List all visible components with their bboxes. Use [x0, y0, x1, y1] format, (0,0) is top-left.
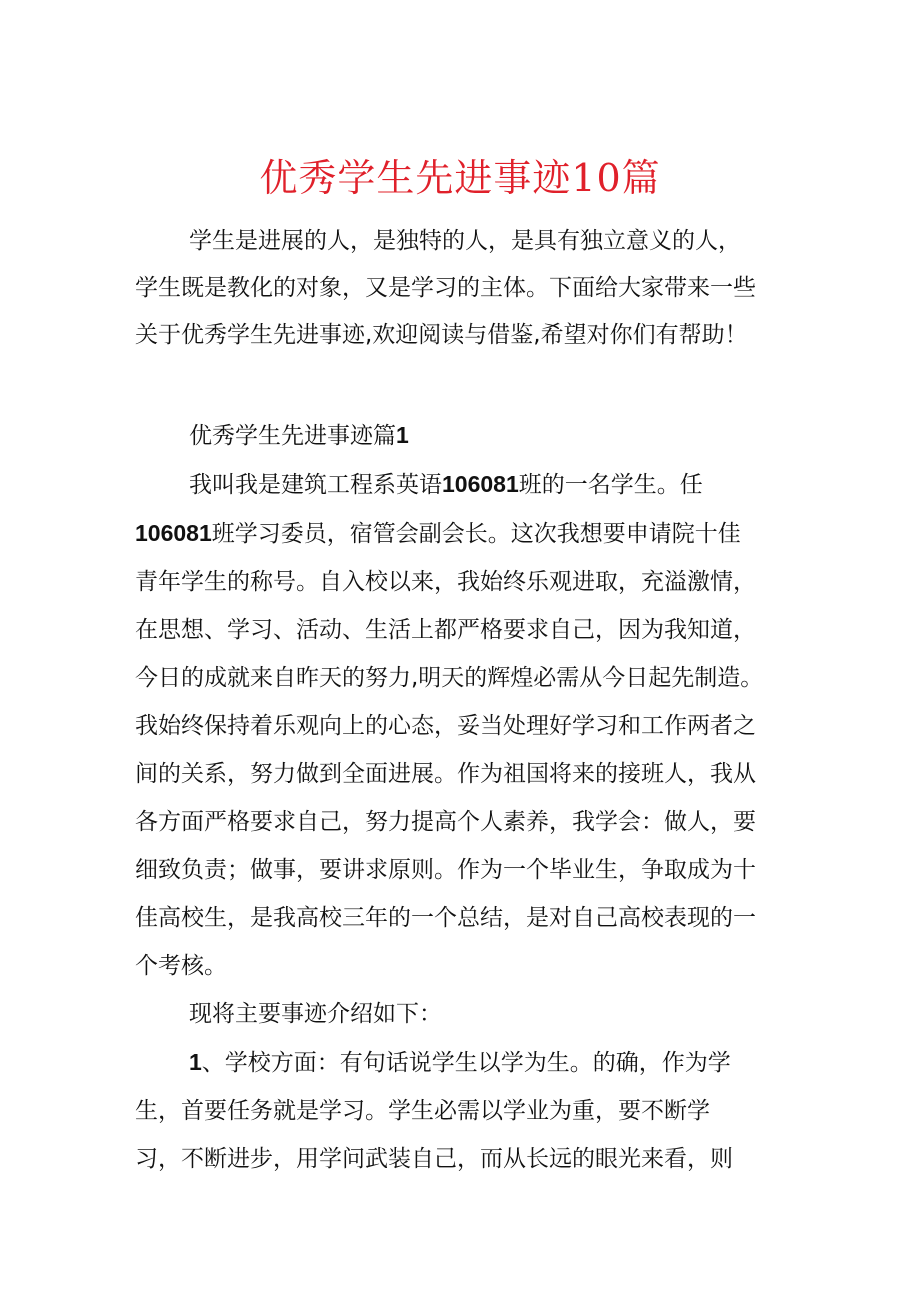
paragraph-line: 青年学生的称号。自入校以来，我始终乐观进取，充溢激情， [135, 569, 756, 595]
paragraph-line: 个考核。 [135, 953, 227, 979]
paragraph-text: 班的一名学生。任 [518, 472, 703, 498]
class-number: 106081 [442, 471, 519, 497]
paragraph-line: 各方面严格要求自己，努力提高个人素养，我学会：做人，要 [135, 809, 756, 835]
paragraph-line: 我始终保持着乐观向上的心态，妥当处理好学习和工作两者之 [135, 713, 756, 739]
paragraph-line [135, 1038, 807, 1087]
paragraph-line: 间的关系，努力做到全面进展。作为祖国将来的接班人，我从 [135, 761, 756, 787]
intro-line: 关于优秀学生先进事迹,欢迎阅读与借鉴,希望对你们有帮助！ [135, 322, 748, 348]
paragraph-line: 生，首要任务就是学习。学生必需以学业为重，要不断学 [135, 1098, 710, 1124]
section-heading [135, 411, 807, 460]
paragraph-line [135, 460, 807, 509]
section-heading-number: 1 [396, 422, 409, 448]
list-number: 1 [189, 1049, 202, 1075]
document-title: 优秀学生先进事迹10篇 [259, 156, 661, 200]
paragraph-line: 在思想、学习、活动、生活上都严格要求自己，因为我知道， [135, 617, 756, 643]
paragraph-line: 细致负责；做事，要讲求原则。作为一个毕业生，争取成为十 [135, 857, 756, 883]
paragraph-text: 我叫我是建筑工程系英语 [189, 472, 442, 498]
intro-line: 学生是进展的人，是独特的人，是具有独立意义的人， [189, 228, 741, 254]
section-1 [135, 411, 807, 1183]
paragraph-text: 、学校方面：有句话说学生以学为生。的确，作为学 [201, 1050, 731, 1076]
intro-paragraph [135, 218, 807, 359]
paragraph-text: 班学习委员，宿管会副会长。这次我想要申请院十佳 [211, 521, 741, 547]
paragraph-line: 佳高校生，是我高校三年的一个总结，是对自己高校表现的一 [135, 905, 756, 931]
section-heading-text: 优秀学生先进事迹篇 [189, 423, 396, 449]
paragraph-line: 现将主要事迹介绍如下： [189, 1001, 442, 1027]
paragraph-line: 今日的成就来自昨天的努力,明天的辉煌必需从今日起先制造。 [135, 665, 764, 691]
class-number: 106081 [135, 520, 212, 546]
intro-line: 学生既是教化的对象，又是学习的主体。下面给大家带来一些 [135, 275, 756, 301]
paragraph-line: 习，不断进步，用学问武装自己，而从长远的眼光来看，则 [135, 1146, 733, 1172]
paragraph-line [135, 509, 807, 558]
